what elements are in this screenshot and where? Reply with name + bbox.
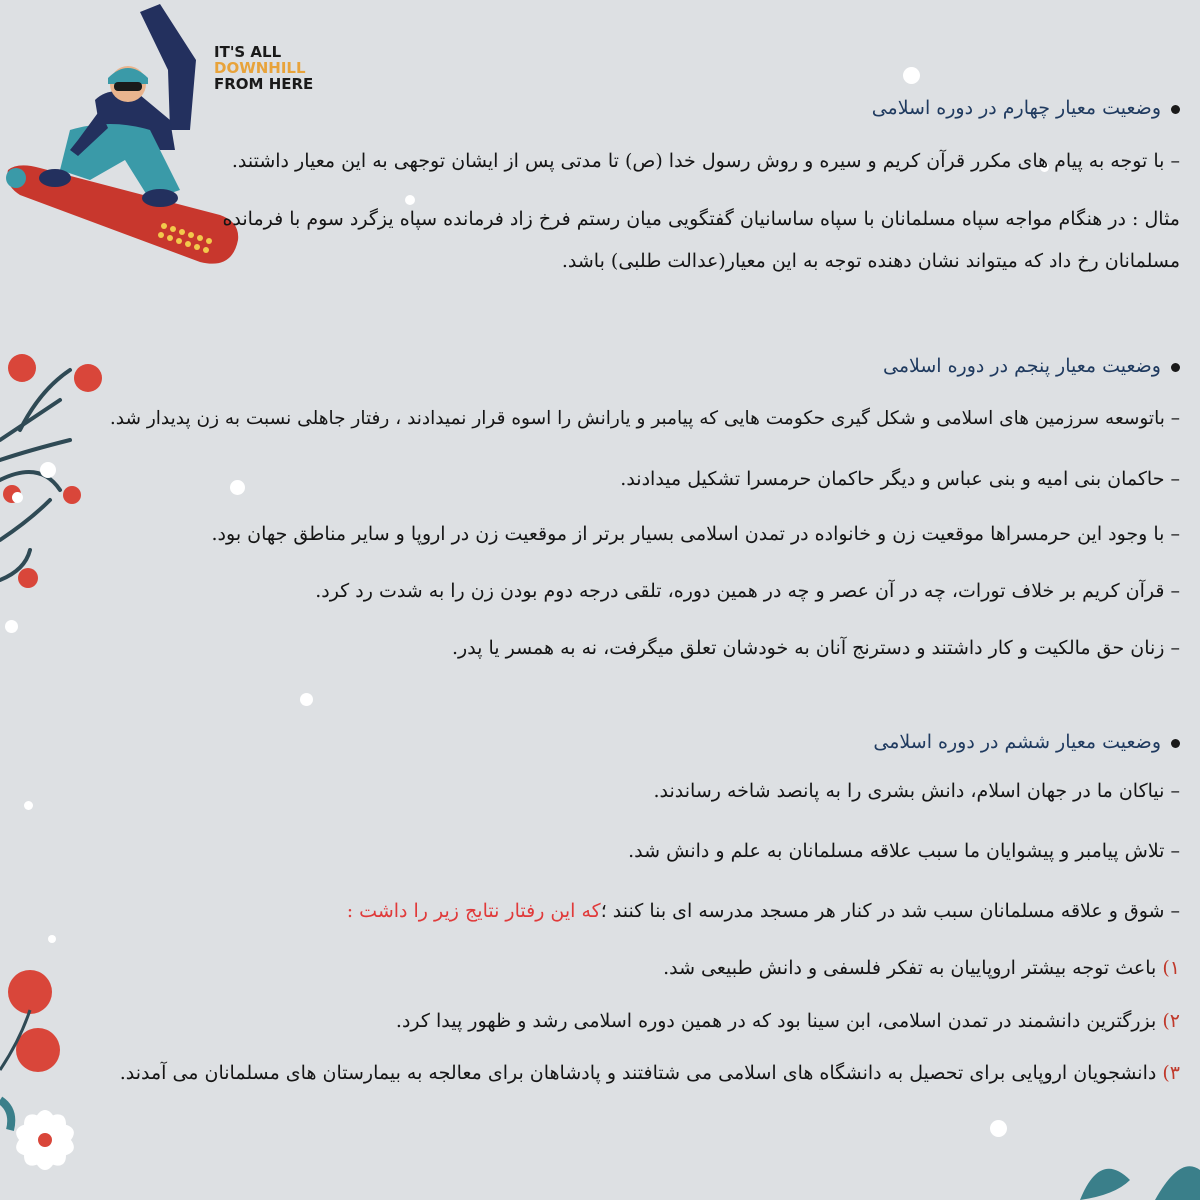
section-6-line-3-highlight: که این رفتار نتایج زیر را داشت :: [346, 900, 601, 922]
bullet-icon: [1171, 739, 1180, 748]
snowboarder-illustration: [0, 0, 250, 280]
result-item-3: [120, 1062, 1180, 1084]
berry-branch-illustration: [0, 340, 120, 620]
section-4-line-1: – با توجه به پیام های مکرر قرآن کریم و سیره و روش رسول خدا (ص) تا مدتی پس از ایشان توجهی به این معیار داشتند.: [231, 150, 1180, 172]
result-item-1-text: باعث توجه بیشتر اروپاییان به تفکر فلسفی و دانش طبیعی شد.: [663, 957, 1157, 979]
snow-dot: [903, 67, 920, 84]
snow-dot: [405, 195, 415, 205]
section-4-line-2: مثال : در هنگام مواجه سپاه مسلمانان با سپاه ساسانیان گفتگویی میان رستم فرخ زاد فرمانده سپاه یزگرد سوم با فرمانده: [222, 208, 1180, 230]
snow-dot: [230, 480, 245, 495]
section-6-heading: وضعیت معیار ششم در دوره اسلامی: [873, 731, 1180, 753]
section-6-line-3-main: – شوق و علاقه مسلمانان سبب شد در کنار هر مسجد مدرسه ای بنا کنند ؛: [600, 900, 1180, 922]
logo-line-2: DOWNHILL: [214, 59, 306, 77]
section-6-line-1: – نیاکان ما در جهان اسلام، دانش بشری را به پانصد شاخه رساندند.: [653, 780, 1180, 802]
bullet-icon: [1171, 363, 1180, 372]
snow-dot: [12, 492, 23, 503]
section-5-line-2: – حاکمان بنی امیه و بنی عباس و دیگر حاکمان حرمسرا تشکیل میدادند.: [620, 468, 1180, 490]
bullet-icon: [1171, 105, 1180, 114]
result-item-2-number: ۲): [1162, 1010, 1180, 1032]
result-item-2: [396, 1010, 1180, 1032]
result-item-3-number: ۳): [1162, 1062, 1180, 1084]
berries-flower-illustration: [0, 950, 130, 1200]
section-5-line-5: – زنان حق مالکیت و کار داشتند و دسترنج آنان به خودشان تعلق میگرفت، نه به همسر یا پدر.: [451, 637, 1180, 659]
section-5-line-3: – با وجود این حرمسراها موقعیت زن و خانواده در تمدن اسلامی بسیار برتر از موقعیت زن در اروپا و سایر مناطق جهان بود.: [211, 523, 1180, 545]
section-6-line-3: [347, 900, 1180, 922]
snow-dot: [300, 693, 313, 706]
section-4-line-3: مسلمانان رخ داد که میتواند نشان دهنده توجه به این معیار(عدالت طلبی) باشد.: [561, 250, 1180, 272]
section-4-heading: وضعیت معیار چهارم در دوره اسلامی: [872, 97, 1180, 119]
logo-line-3: FROM HERE: [214, 75, 314, 93]
snow-dot: [24, 801, 33, 810]
result-item-3-text: دانشجویان اروپایی برای تحصیل به دانشگاه های اسلامی می شتافتند و پادشاهان برای معالجه به بیمارستان های مسلمانان می آمدند.: [119, 1062, 1157, 1084]
snow-dot: [990, 1120, 1007, 1137]
snow-dot: [5, 620, 18, 633]
section-5-line-1: – باتوسعه سرزمین های اسلامی و شکل گیری حکومت هایی که پیامبر و یارانش را اسوه قرار نمیدادند ، رفتار جاهلی نسبت به زن پدیدار شد.: [109, 408, 1180, 429]
section-5-heading: وضعیت معیار پنجم در دوره اسلامی: [883, 355, 1180, 377]
result-item-1: [663, 957, 1180, 979]
logo-line-1: IT'S ALL: [214, 43, 282, 61]
result-item-1-number: ۱): [1162, 957, 1180, 979]
result-item-2-text: بزرگترین دانشمند در تمدن اسلامی، ابن سینا بود که در همین دوره اسلامی رشد و ظهور پیدا کرد.: [395, 1010, 1157, 1032]
section-5-line-4: – قرآن کریم بر خلاف تورات، چه در آن عصر و چه در همین دوره، تلقی درجه دوم بودن زن را به شدت رد کرد.: [315, 580, 1180, 602]
snow-dot: [48, 935, 56, 943]
logo-text: [214, 44, 313, 92]
snow-dot: [40, 462, 56, 478]
leaves-illustration: [1070, 1150, 1200, 1200]
section-6-line-2: – تلاش پیامبر و پیشوایان ما سبب علاقه مسلمانان به علم و دانش شد.: [628, 840, 1180, 862]
